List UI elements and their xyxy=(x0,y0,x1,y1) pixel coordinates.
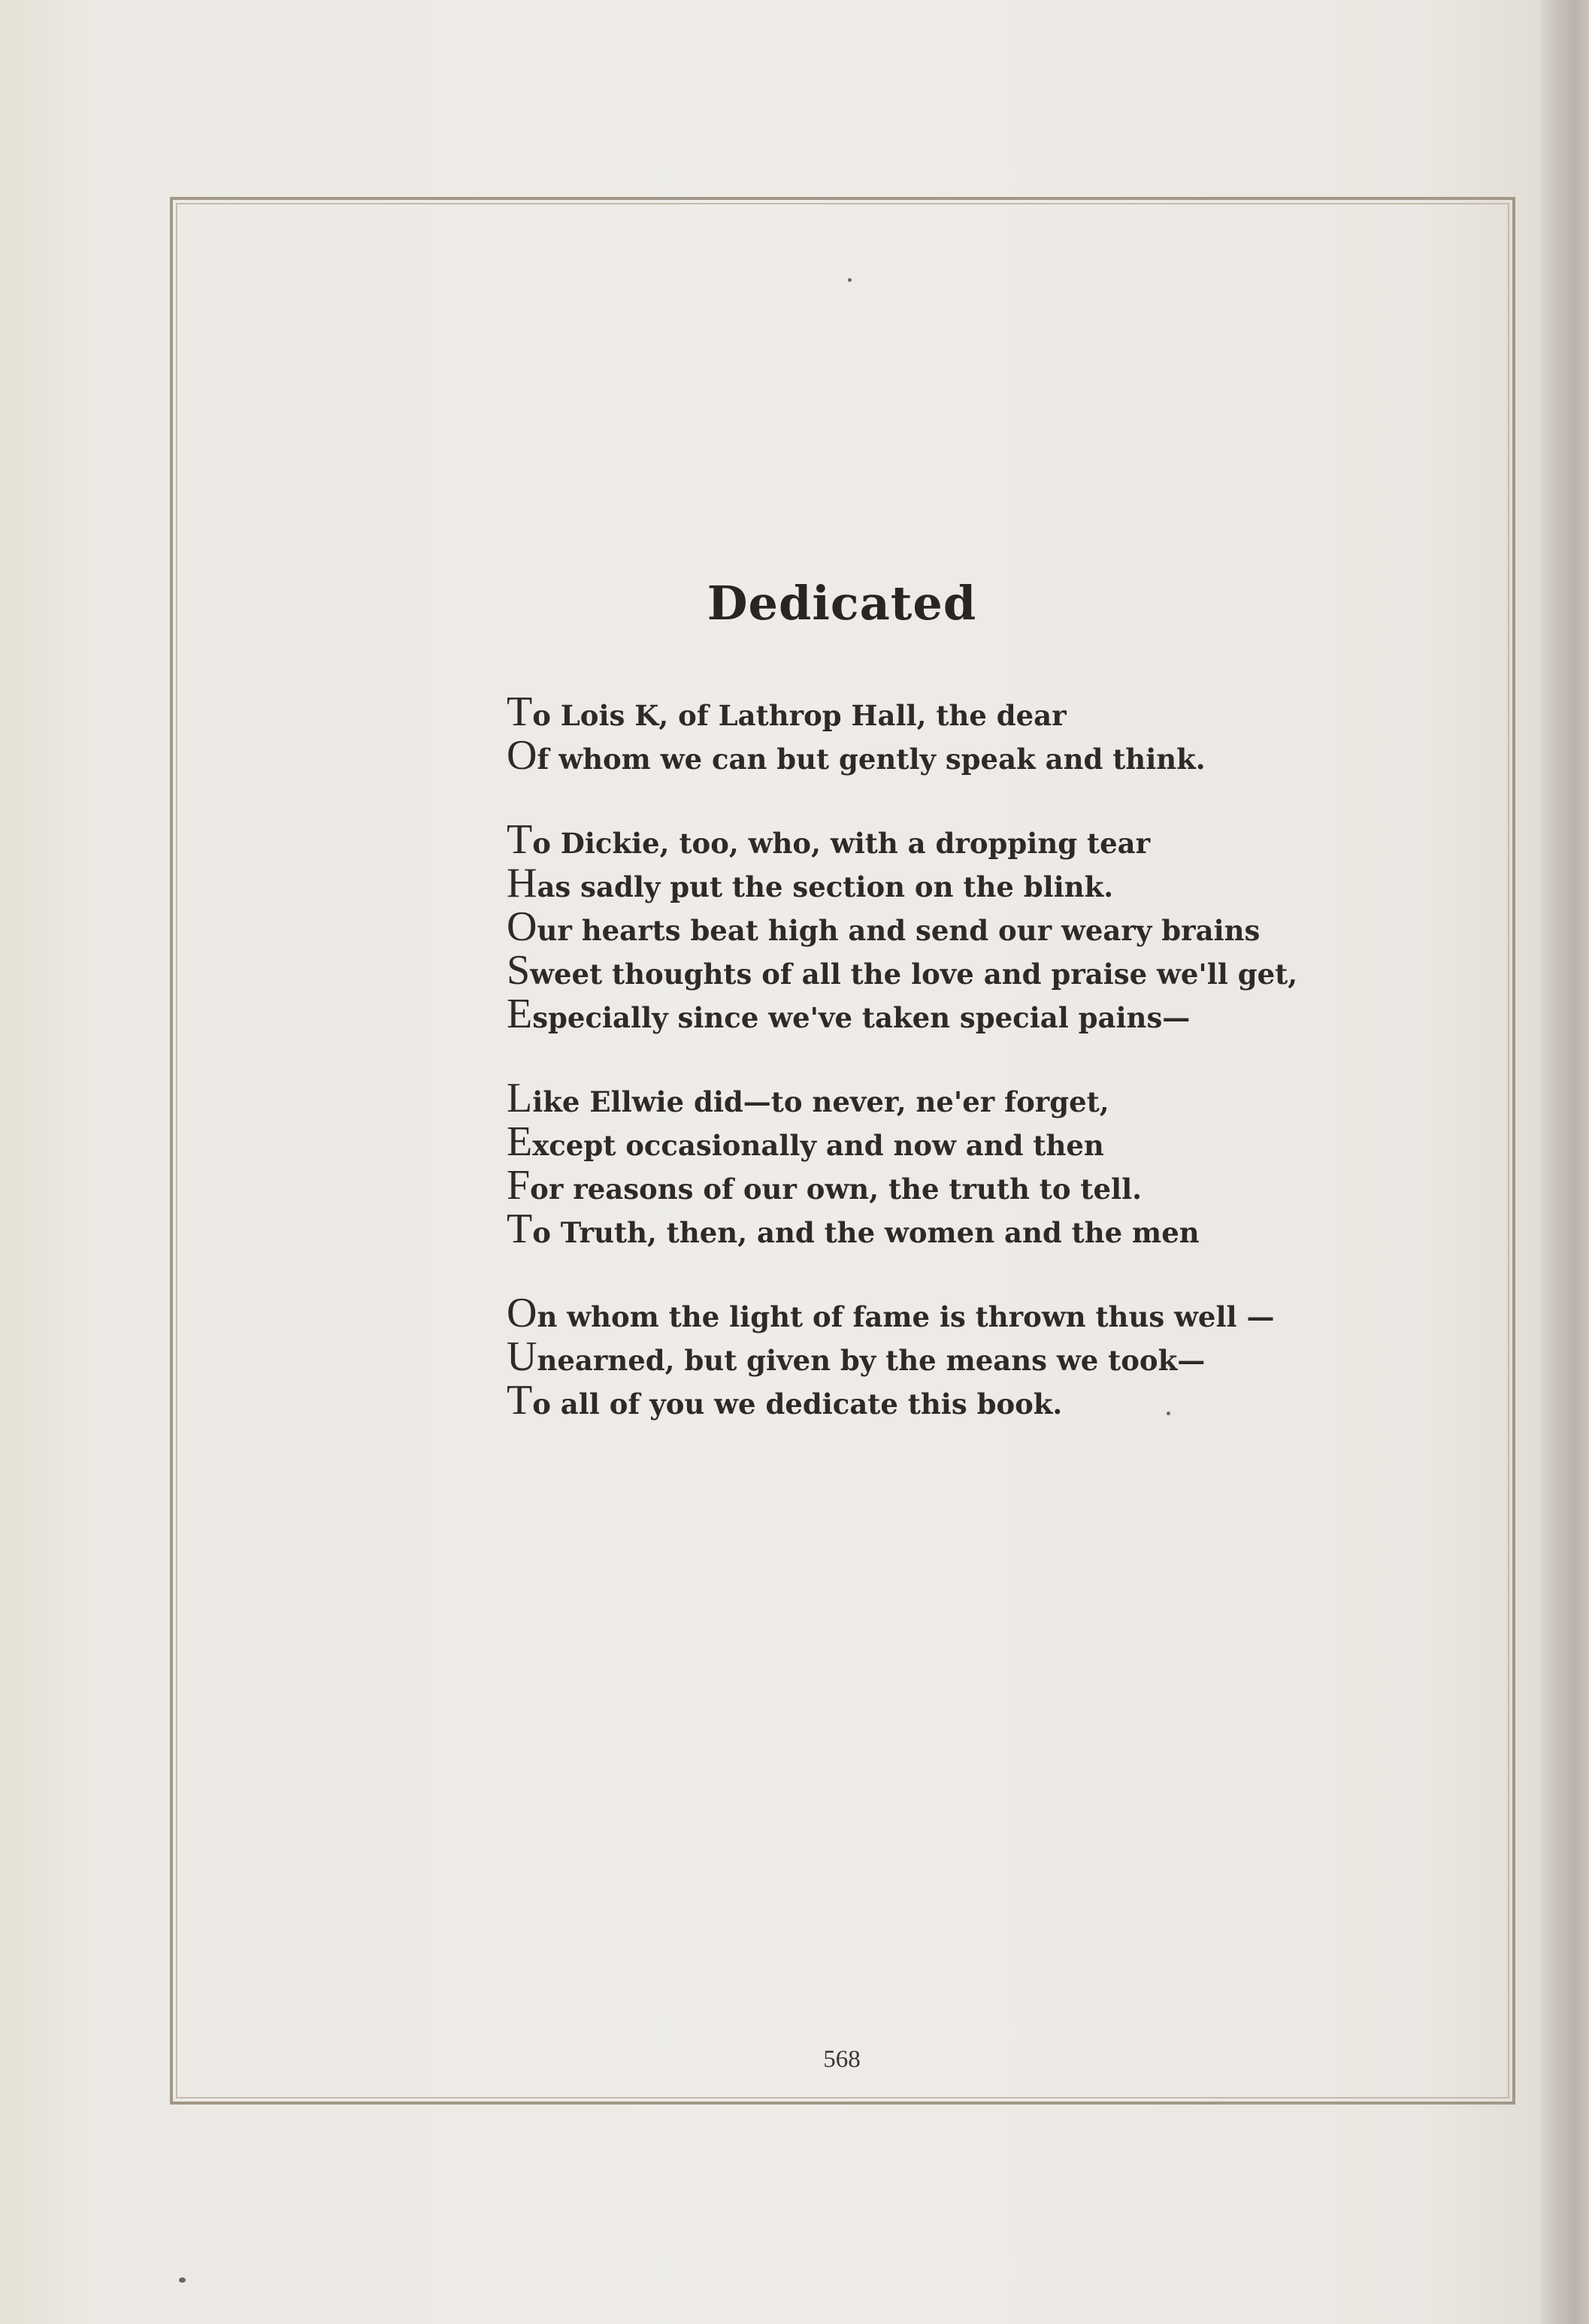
poem-line xyxy=(507,1076,1484,1120)
line-initial: S xyxy=(507,947,531,994)
line-text: nearned, but given by the means we took— xyxy=(537,1344,1206,1377)
line-text: or reasons of our own, the truth to tell. xyxy=(530,1173,1143,1206)
line-initial: F xyxy=(507,1162,531,1209)
poem-line xyxy=(507,905,1484,949)
poem-line xyxy=(507,861,1484,905)
poem-line xyxy=(507,1120,1484,1164)
poem-line xyxy=(507,1207,1484,1251)
line-text: o Truth, then, and the women and the men xyxy=(532,1216,1200,1249)
line-initial: O xyxy=(507,732,537,779)
line-initial: T xyxy=(507,1206,533,1252)
paper-speck xyxy=(179,2277,186,2283)
line-text: ur hearts beat high and send our weary brains xyxy=(537,914,1261,947)
line-initial: L xyxy=(507,1075,533,1121)
poem-line xyxy=(507,1291,1484,1335)
line-text: o Lois K, of Lathrop Hall, the dear xyxy=(532,699,1067,732)
line-text: f whom we can but gently speak and think. xyxy=(537,743,1206,776)
poem-line xyxy=(507,1335,1484,1378)
line-initial: E xyxy=(507,1118,533,1165)
line-text: ike Ellwie did—to never, ne'er forget, xyxy=(532,1085,1109,1118)
line-initial: O xyxy=(507,1290,537,1336)
line-text: weet thoughts of all the love and praise we'll get, xyxy=(530,958,1298,991)
poem-stanza xyxy=(507,1291,1484,1422)
poem-stanza xyxy=(507,690,1484,777)
line-initial: U xyxy=(507,1333,537,1380)
line-initial: T xyxy=(507,1377,533,1424)
dedication-poem xyxy=(507,690,1484,1463)
poem-stanza xyxy=(507,1076,1484,1251)
line-text: o Dickie, too, who, with a dropping tear xyxy=(532,827,1151,860)
line-text: as sadly put the section on the blink. xyxy=(537,870,1114,903)
page-edge-shadow xyxy=(1541,0,1589,2324)
paper-speck xyxy=(848,278,852,282)
poem-line xyxy=(507,992,1484,1036)
line-initial: E xyxy=(507,991,533,1037)
line-initial: T xyxy=(507,816,533,863)
poem-stanza xyxy=(507,818,1484,1036)
line-text: specially since we've taken special pains— xyxy=(532,1001,1191,1034)
line-text: n whom the light of fame is thrown thus well — xyxy=(537,1300,1275,1333)
page-title: Dedicated xyxy=(707,576,977,631)
line-initial: H xyxy=(507,860,537,906)
line-text: o all of you we dedicate this book. xyxy=(532,1387,1063,1421)
poem-line xyxy=(507,734,1484,777)
poem-line xyxy=(507,818,1484,861)
poem-line xyxy=(507,1378,1484,1422)
poem-line xyxy=(507,1164,1484,1207)
line-text: xcept occasionally and now and then xyxy=(532,1129,1104,1162)
page-number: 568 xyxy=(823,2046,861,2073)
line-initial: T xyxy=(507,688,533,735)
poem-line xyxy=(507,690,1484,734)
line-initial: O xyxy=(507,903,537,950)
poem-line xyxy=(507,949,1484,992)
